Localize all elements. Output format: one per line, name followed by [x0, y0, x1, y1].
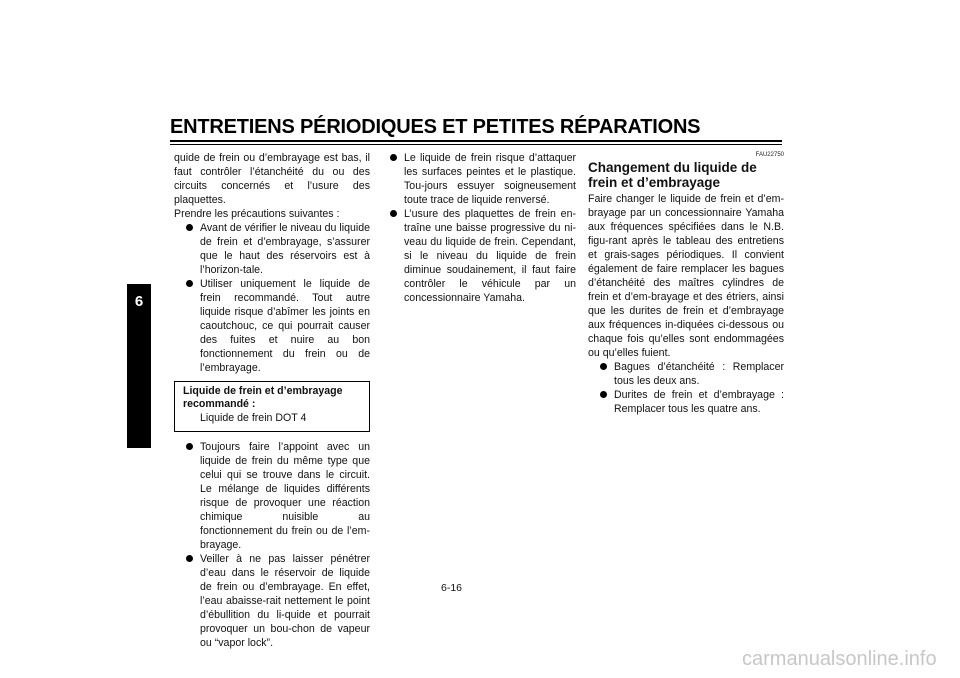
- header-rule-thin: [170, 144, 782, 145]
- bullet-text: Toujours faire l’appoint avec un liquide de frein du même type que celui qui se trouve dans le circuit. Le mélange de liquides différents risque de provoquer une réaction chimique nuisible au fonctionnement du frein ou de l’em-brayage.: [200, 441, 370, 551]
- section-body: Faire changer le liquide de frein et d’em-brayage par un concessionnaire Yamaha aux fréquences spécifiées dans le N.B. figu-rant après le tableau des entretiens et grais-sages périodiques. Il convient également de faire remplacer les bagues d’étanchéité des maîtres cylindres de frein et d’em-brayage et des étriers, ainsi que les durites de frein et d’embrayage aux fréquences in-diquées ci-dessous ou chaque fois qu’elles sont endommagées ou qu’elles fuient.: [588, 193, 784, 359]
- recommended-fluid-box: [174, 381, 370, 432]
- bullet-icon: [390, 154, 397, 161]
- column-2: [380, 151, 576, 305]
- bullet-text: Durites de frein et d’embrayage : Remplacer tous les quatre ans.: [614, 389, 784, 415]
- bullet-icon: [186, 555, 193, 562]
- bullet-icon: [186, 443, 193, 450]
- bullet-text: Avant de vérifier le niveau du liquide de frein et d’embrayage, s’assurer que le haut des réservoirs est à l’horizon-tale.: [200, 222, 371, 276]
- bullet-item: [588, 360, 784, 388]
- precautions-lead: Prendre les précautions suivantes :: [174, 208, 340, 220]
- page-header-title: ENTRETIENS PÉRIODIQUES ET PETITES RÉPARATIONS: [170, 116, 701, 138]
- bullet-item: [174, 440, 370, 552]
- column-3: [588, 152, 784, 416]
- header-rule-thick: [170, 140, 782, 142]
- section-code: FAU22750: [755, 152, 784, 158]
- recommended-fluid-value: Liquide de frein DOT 4: [200, 412, 307, 424]
- column-1: [174, 151, 370, 650]
- bullet-icon: [390, 210, 397, 217]
- watermark: carmanualsonline.info: [742, 648, 937, 670]
- bullet-item: [588, 388, 784, 416]
- bullet-text: Utiliser uniquement le liquide de frein recommandé. Tout autre liquide risque d’abîmer les joints en caoutchouc, ce qui pourrait causer des fuites et nuire au bon fonctionnement du frein ou de l’embrayage.: [200, 278, 370, 374]
- intro-paragraph: quide de frein ou d’embrayage est bas, il faut contrôler l’étanchéité du ou des circuits concernés et l’usure des plaquettes.: [174, 152, 370, 206]
- bullet-item: [174, 221, 370, 277]
- section-heading: Changement du liquide de frein et d’embrayage: [588, 160, 757, 190]
- bullet-icon: [186, 224, 193, 231]
- bullet-text: Le liquide de frein risque d’attaquer les surfaces peintes et le plastique. Tou-jours essuyer soigneusement toute trace de liquide renversé.: [404, 152, 576, 206]
- bullet-text: Veiller à ne pas laisser pénétrer d’eau dans le réservoir de liquide de frein ou d’embrayage. En effet, l’eau abaisse-rait nettement le point d’ébullition du li-quide et pourrait provoquer un bou-chon de vapeur ou “vapor lock”.: [200, 553, 370, 649]
- chapter-tab: [127, 284, 151, 448]
- bullet-item: [174, 277, 370, 375]
- bullet-icon: [186, 280, 193, 287]
- page-number: 6-16: [441, 582, 463, 594]
- bullet-icon: [600, 391, 607, 398]
- bullet-item: [174, 552, 370, 650]
- recommended-fluid-title: Liquide de frein et d’embrayage recommandé :: [183, 385, 343, 410]
- chapter-tab-label: 6: [134, 293, 144, 310]
- bullet-item: [380, 151, 576, 207]
- bullet-text: L’usure des plaquettes de frein en-traîne une baisse progressive du ni-veau du liquide de frein. Cependant, si le niveau du liquide de frein diminue soudainement, il faut faire contrôler le véhicule par un concessionnaire Yamaha.: [404, 208, 576, 304]
- bullet-text: Bagues d’étanchéité : Remplacer tous les deux ans.: [614, 361, 784, 387]
- bullet-item: [380, 207, 576, 305]
- bullet-icon: [600, 363, 607, 370]
